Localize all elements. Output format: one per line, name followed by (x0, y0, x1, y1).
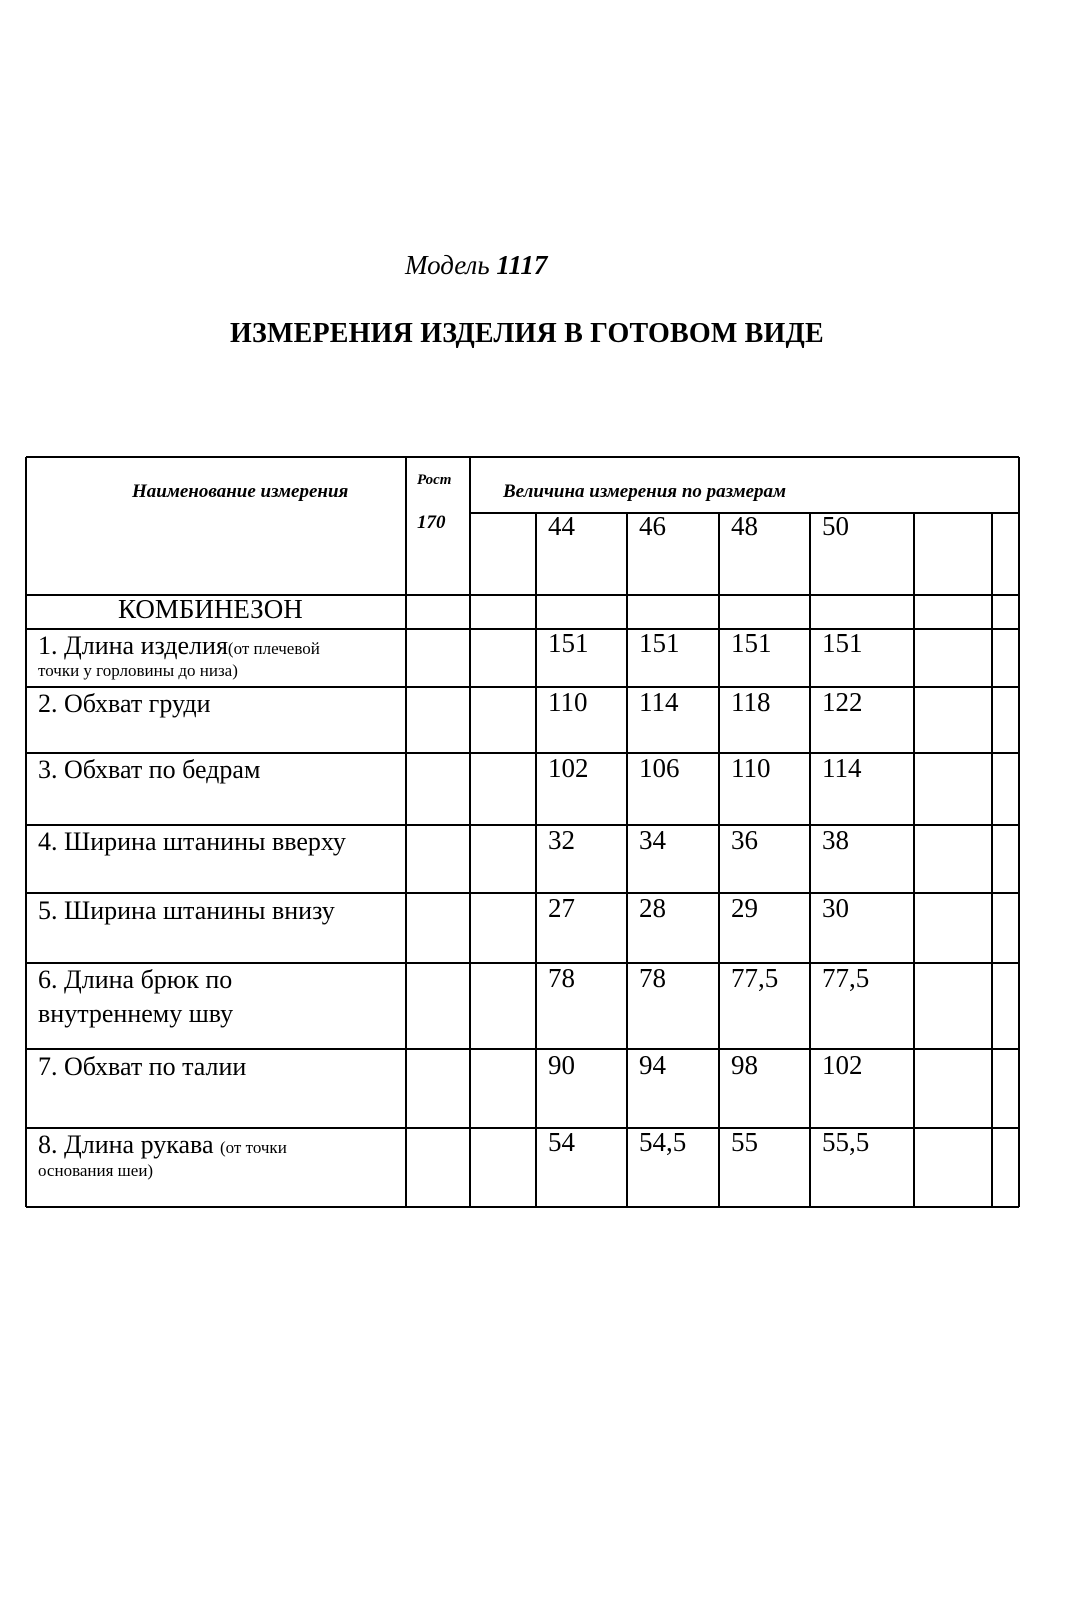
model-number: 1117 (496, 250, 548, 280)
model-line (405, 250, 547, 281)
table-cell: 114 (822, 753, 862, 783)
table-cell: 32 (548, 825, 575, 855)
section-title: КОМБИНЕЗОН (118, 594, 303, 624)
table-cell: 151 (639, 628, 680, 658)
table-cell: 27 (548, 893, 575, 923)
row-note: (от плечевой (227, 639, 320, 658)
table-cell: 102 (548, 753, 589, 783)
table-cell: 151 (731, 628, 772, 658)
table-cell: 28 (639, 893, 666, 923)
table-row-label: 6. Длина брюк по (38, 965, 233, 994)
table-row-label: 8. Длина рукава (от точки (38, 1130, 287, 1159)
size-header-50: 50 (822, 511, 849, 541)
table-row-label: 5. Ширина штанины внизу (38, 896, 335, 925)
table-cell: 102 (822, 1050, 863, 1080)
table-cell: 151 (548, 628, 589, 658)
table-cell: 110 (731, 753, 771, 783)
size-header-48: 48 (731, 511, 758, 541)
table-row-label: 1. Длина изделия(от плечевой (38, 631, 320, 660)
row-note-line2: основания шеи) (38, 1161, 154, 1180)
table-cell: 90 (548, 1050, 575, 1080)
table-cell: 55 (731, 1127, 758, 1157)
table-cell: 110 (548, 687, 588, 717)
table-cell: 78 (548, 963, 575, 993)
table-cell: 54,5 (639, 1127, 687, 1157)
table-cell: 55,5 (822, 1127, 870, 1157)
table-cell: 36 (731, 825, 758, 855)
table-cell: 78 (639, 963, 666, 993)
model-label: Модель (405, 250, 490, 280)
table-row-label-line2: внутреннему шву (38, 999, 234, 1028)
sizes-header: Величина измерения по размерам (503, 481, 787, 502)
size-header-46: 46 (639, 511, 666, 541)
table-cell: 38 (822, 825, 849, 855)
page-title: ИЗМЕРЕНИЯ ИЗДЕЛИЯ В ГОТОВОМ ВИДЕ (230, 318, 824, 349)
table-cell: 98 (731, 1050, 758, 1080)
table-row-label: 7. Обхват по талии (38, 1052, 247, 1081)
name-column-header: Наименование измерения (132, 481, 349, 502)
height-value: 170 (417, 512, 446, 533)
size-header-44: 44 (548, 511, 575, 541)
table-cell: 106 (639, 753, 680, 783)
row-note-line2: точки у горловины до низа) (38, 661, 238, 680)
table-cell: 34 (639, 825, 666, 855)
table-cell: 77,5 (822, 963, 870, 993)
table-cell: 54 (548, 1127, 575, 1157)
row-note: (от точки (220, 1138, 287, 1157)
table-row-label: 4. Ширина штанины вверху (38, 827, 346, 856)
table-cell: 29 (731, 893, 758, 923)
table-cell: 94 (639, 1050, 666, 1080)
table-row-label: 2. Обхват груди (38, 689, 211, 718)
table-cell: 151 (822, 628, 863, 658)
table-row-label: 3. Обхват по бедрам (38, 755, 261, 784)
table-cell: 77,5 (731, 963, 779, 993)
table-cell: 122 (822, 687, 863, 717)
table-cell: 30 (822, 893, 849, 923)
height-header: Рост (417, 472, 452, 488)
table-cell: 118 (731, 687, 771, 717)
table-cell: 114 (639, 687, 679, 717)
